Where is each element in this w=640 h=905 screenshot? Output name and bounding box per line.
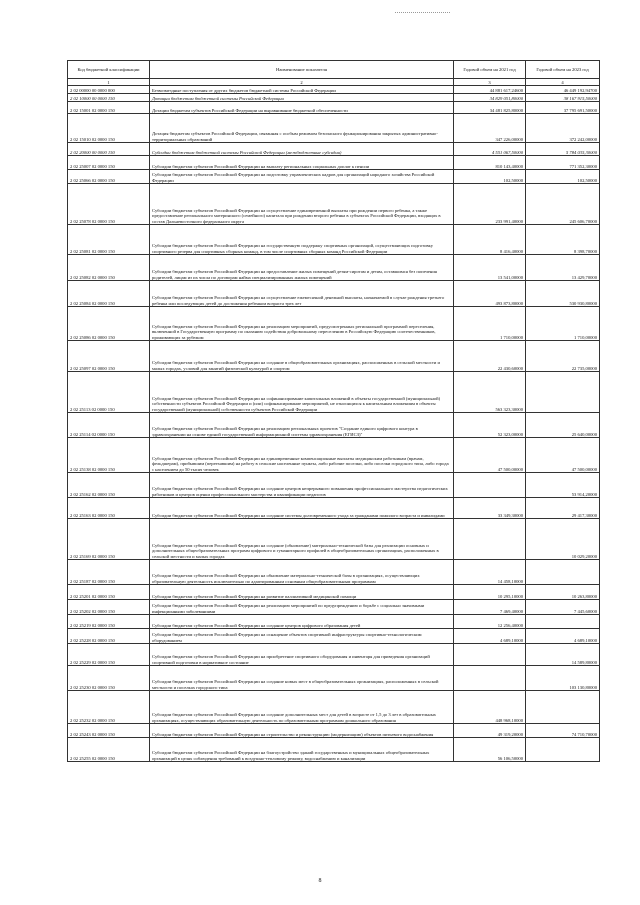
header-code: Код бюджетной классификации [68,61,150,79]
row-value-2023: 7 445,60000 [526,600,600,615]
row-code: 2 02 25202 02 0000 150 [68,600,150,615]
table-row [68,184,600,225]
row-name: Субсидии бюджетам субъектов Российской Федерации на софинансирование капитальных вложений в объекты государственной (муниципальной) собственности субъектов Российской Федерации и (или) софинансирование мероприятий, не относящихся к капитальным вложениям в объекты государственной (муниципальной) собственности субъектов Российской Федерации [150,372,454,413]
row-value-2023: 8 398,70000 [526,225,600,255]
table-row [68,438,600,473]
row-value-2021: 34 829 051,80000 [454,94,526,102]
row-value-2021: 4 689,10000 [454,629,526,644]
row-name: Субсидии бюджетам субъектов Российской Федерации на осуществление единовременной выплаты при рождении первого ребенка, а также предоставление регионального материнского (семейного) капитала при рождении второго ребенка в субъектах Российской Федерации, входящих в состав Дальневосточного федерального округа [150,184,454,225]
row-code: 2 02 00000 00 0000 000 [68,86,150,94]
row-value-2021: 14 458,10000 [454,560,526,585]
header-year-2021: Годовой объем на 2021 год [454,61,526,79]
row-value-2021 [454,666,526,691]
row-name: Субсидии бюджетам субъектов Российской Федерации на развитие паллиативной медицинской помощи [150,585,454,600]
table-row [68,170,600,184]
row-name: Субсидии бюджетам субъектов Российской Федерации на создание (обновление) материально-технической базы для реализации основных и дополнительных общеобразовательных программ цифрового и гуманитарного профилей в общеобразовательных организациях, расположенных в сельской местности и малых городах [150,519,454,560]
row-code: 2 02 25230 02 0000 150 [68,666,150,691]
header-year-2023: Годовой объем на 2023 год [526,61,600,79]
row-name: Субсидии бюджетам субъектов Российской Федерации на единовременные компенсационные выплаты медицинским работникам (врачам, фельдшерам), прибывшим (переехавшим) на работу в сельские населенные пункты, либо рабочие поселки, либо поселки городского типа, либо города с населением до 50 тысяч человек [150,438,454,473]
table-row [68,413,600,438]
row-name: Субсидии бюджетам субъектов Российской Федерации на подготовку управленческих кадров для организаций народного хозяйства Российской Федерации [150,170,454,184]
row-code: 2 02 25162 02 0000 150 [68,473,150,498]
row-name: Субсидии бюджетам субъектов Российской Федерации на создание дополнительных мест для детей в возрасте от 1,5 до 3 лет в образовательных организациях, осуществляющих образовательную деятельность по образовательным программам дошкольного образования [150,691,454,724]
table-row [68,86,600,94]
row-value-2023: 5 784 035,30000 [526,143,600,156]
row-code: 2 02 25082 02 0000 150 [68,255,150,281]
row-name: Субсидии бюджетам субъектов Российской Федерации на приобретение спортивного оборудования и инвентаря для приведения организаций спортивной подготовки в нормативное состояние [150,644,454,666]
row-value-2023: 37 795 691,50000 [526,102,600,114]
row-name: Субсидии бюджетам бюджетной системы Российской Федерации (межбюджетные субсидии) [150,143,454,156]
row-value-2021 [454,473,526,498]
row-value-2021: 44 881 617,24600 [454,86,526,94]
table-row [68,341,600,372]
row-value-2023: 46 449 192,94700 [526,86,600,94]
table-row [68,473,600,498]
row-value-2023: 1 710,00000 [526,307,600,341]
row-value-2021: 493 873,80000 [454,281,526,307]
row-value-2023: 13 429,70000 [526,255,600,281]
row-value-2023: 4 689,10000 [526,629,600,644]
row-code: 2 02 25255 02 0000 150 [68,738,150,762]
table-index-row [68,79,600,86]
row-code: 2 02 25232 02 0000 150 [68,691,150,724]
table-row [68,560,600,585]
row-name: Субсидии бюджетам субъектов Российской Федерации на предоставление жилых помещений детям-сиротам и детям, оставшимся без попечения родителей, лицам из их числа по договорам найма специализированных жилых помещений [150,255,454,281]
row-value-2021: 810 143,40000 [454,156,526,170]
index-cell: 4 [526,79,600,86]
table-row [68,644,600,666]
row-name: Субсидии бюджетам субъектов Российской Федерации на реализацию региональных проектов "Создание единого цифрового контура в здравоохранении на основе единой государственной информационной системы здравоохранения (ЕГИСЗ)" [150,413,454,438]
table-row [68,600,600,615]
table-row [68,114,600,143]
row-code: 2 02 15010 02 0000 150 [68,114,150,143]
row-value-2023: 25 640,00000 [526,413,600,438]
row-name: Субсидии бюджетам субъектов Российской Федерации на реализацию мероприятий, предусмотренных региональной программой переселения, включенной в Государственную программу по оказанию содействия добровольному переселению в Российскую Федерацию соотечественников, проживающих за рубежом [150,307,454,341]
table-row [68,666,600,691]
row-code: 2 02 25228 02 0000 150 [68,629,150,644]
row-code: 2 02 25007 02 0000 150 [68,156,150,170]
row-code: 2 02 25081 02 0000 150 [68,225,150,255]
row-value-2021: 47 500,00000 [454,438,526,473]
table-header-row [68,61,600,79]
row-code: 2 02 10000 00 0000 150 [68,94,150,102]
row-code: 2 02 25219 02 0000 150 [68,615,150,629]
row-name: Безвозмездные поступления от других бюджетов бюджетной системы Российской Федерации [150,86,454,94]
row-code: 2 02 25163 02 0000 150 [68,498,150,519]
table-row [68,585,600,600]
row-value-2021: 12 256,40000 [454,615,526,629]
row-value-2021: 33 349,30000 [454,498,526,519]
row-code: 2 02 25097 02 0000 150 [68,341,150,372]
row-value-2021: 10 295,10000 [454,585,526,600]
row-value-2023: 372 242,00000 [526,114,600,143]
row-value-2021: 448 968,10000 [454,691,526,724]
table-row [68,372,600,413]
header-name: Наименование показателя [150,61,454,79]
row-name: Субсидии бюджетам субъектов Российской Федерации на реализацию мероприятий по предупреждению и борьбе с социально значимыми инфекционными заболеваниями [150,600,454,615]
table-row [68,615,600,629]
row-name: Субсидии бюджетам субъектов Российской Федерации на строительство и реконструкцию (модернизацию) объектов питьевого водоснабжения [150,724,454,738]
row-code: 2 02 25169 02 0000 150 [68,519,150,560]
row-value-2021: 49 319,20000 [454,724,526,738]
row-code: 2 02 20000 00 0000 150 [68,143,150,156]
row-value-2021: 563 323,30000 [454,372,526,413]
scan-artifact [395,12,450,13]
table-row [68,143,600,156]
row-name: Субсидии бюджетам субъектов Российской Федерации на обновление материально-технической базы в организациях, осуществляющих образовательную деятельность исключительно по адаптированным основным общеобразовательным программам [150,560,454,585]
row-value-2021: 52 323,00000 [454,413,526,438]
row-value-2023: 530 930,80000 [526,281,600,307]
row-name: Субсидии бюджетам субъектов Российской Федерации на создание в общеобразовательных организациях, расположенных в сельской местности и малых городах, условий для занятий физической культурой и спортом [150,341,454,372]
row-value-2023 [526,615,600,629]
row-value-2021: 233 991,40000 [454,184,526,225]
table-row [68,102,600,114]
row-code: 2 02 25066 02 0000 150 [68,170,150,184]
row-value-2021: 1 710,00000 [454,307,526,341]
table-row [68,724,600,738]
row-value-2023: 10 263,80000 [526,585,600,600]
index-cell: 2 [150,79,454,86]
row-code: 2 02 25078 02 0000 150 [68,184,150,225]
row-value-2023: 771 352,30000 [526,156,600,170]
row-value-2021: 34 481 825,80000 [454,102,526,114]
row-value-2023 [526,560,600,585]
row-name: Субсидии бюджетам субъектов Российской Федерации на оснащение объектов спортивной инфраструктуры спортивно-технологическим оборудованием [150,629,454,644]
row-value-2023: 74 710,70000 [526,724,600,738]
row-value-2023 [526,372,600,413]
row-code: 2 02 25243 02 0000 150 [68,724,150,738]
row-name: Дотации бюджетам бюджетной системы Российской Федерации [150,94,454,102]
row-code: 2 02 25187 02 0000 150 [68,560,150,585]
row-value-2023: 102,50000 [526,170,600,184]
row-code: 2 02 25114 02 0000 150 [68,413,150,438]
row-value-2021: 22 430,60000 [454,341,526,372]
row-name: Субсидии бюджетам субъектов Российской Федерации на государственную поддержку спортивных организаций, осуществляющих подготовку спортивного резерва для спортивных сборных команд, в том числе спортивных сборных команд Российской Федерации [150,225,454,255]
row-value-2023: 47 500,00000 [526,438,600,473]
row-name: Субсидии бюджетам субъектов Российской Федерации на создание системы долговременного ухода за гражданами пожилого возраста и инвалидами [150,498,454,519]
index-cell: 1 [68,79,150,86]
row-value-2023: 103 130,80000 [526,666,600,691]
row-name: Субсидии бюджетам субъектов Российской Федерации на создание новых мест в общеобразовательных организациях, расположенных в сельской местности и поселках городского типа [150,666,454,691]
table-row [68,691,600,724]
row-value-2021: 7 469,40000 [454,600,526,615]
row-code: 2 02 25086 02 0000 150 [68,307,150,341]
row-value-2021 [454,644,526,666]
row-value-2023: 10 029,20000 [526,519,600,560]
table-row [68,156,600,170]
row-name: Субсидии бюджетам субъектов Российской Федерации на создание центров цифрового образования детей [150,615,454,629]
row-value-2021: 4 551 067,50000 [454,143,526,156]
row-value-2023 [526,691,600,724]
row-code: 2 02 25113 02 0000 150 [68,372,150,413]
row-value-2021: 347 226,00000 [454,114,526,143]
row-code: 2 02 25084 02 0000 150 [68,281,150,307]
row-name: Субсидии бюджетам субъектов Российской Федерации на выплату региональных социальных доплат к пенсии [150,156,454,170]
row-value-2021: 13 541,00000 [454,255,526,281]
row-value-2023: 53 914,20000 [526,473,600,498]
row-code: 2 02 25229 02 0000 150 [68,644,150,666]
row-value-2023: 245 606,70000 [526,184,600,225]
row-value-2023 [526,738,600,762]
row-value-2023: 22 735,00000 [526,341,600,372]
row-value-2021: 56 106,50000 [454,738,526,762]
table-row [68,738,600,762]
row-code: 2 02 25201 02 0000 150 [68,585,150,600]
table-row [68,307,600,341]
table-row [68,498,600,519]
table-row [68,255,600,281]
row-value-2023: 14 589,80000 [526,644,600,666]
row-name: Дотация бюджетам субъектов Российской Федерации, связанная с особым режимом безопасного функционирования закрытых административно-территориальных образований [150,114,454,143]
table-row [68,225,600,255]
revenue-table [67,60,600,762]
row-code: 2 02 15001 02 0000 150 [68,102,150,114]
row-name: Субсидии бюджетам субъектов Российской Федерации на благоустройство зданий государственных и муниципальных общеобразовательных организаций в целях соблюдения требований к воздушно-тепловому режиму, водоснабжению и канализации [150,738,454,762]
row-value-2023: 29 417,30000 [526,498,600,519]
row-value-2021 [454,519,526,560]
table-row [68,281,600,307]
row-value-2021: 8 416,40000 [454,225,526,255]
page-number: 8 [318,878,322,884]
row-value-2021: 102,50000 [454,170,526,184]
row-name: Субсидии бюджетам субъектов Российской Федерации на осуществление ежемесячной денежной выплаты, назначаемой в случае рождения третьего ребенка или последующих детей до достижения ребенком возраста трех лет [150,281,454,307]
table-row [68,629,600,644]
table-row [68,519,600,560]
row-code: 2 02 25138 02 0000 150 [68,438,150,473]
index-cell: 3 [454,79,526,86]
row-name: Дотации бюджетам субъектов Российской Федерации на выравнивание бюджетной обеспеченности [150,102,454,114]
table-row [68,94,600,102]
row-value-2023: 38 167 915,50000 [526,94,600,102]
row-name: Субсидии бюджетам субъектов Российской Федерации на создание центров непрерывного повышения профессионального мастерства педагогических работников и центров оценки профессионального мастерства и квалификации педагогов [150,473,454,498]
